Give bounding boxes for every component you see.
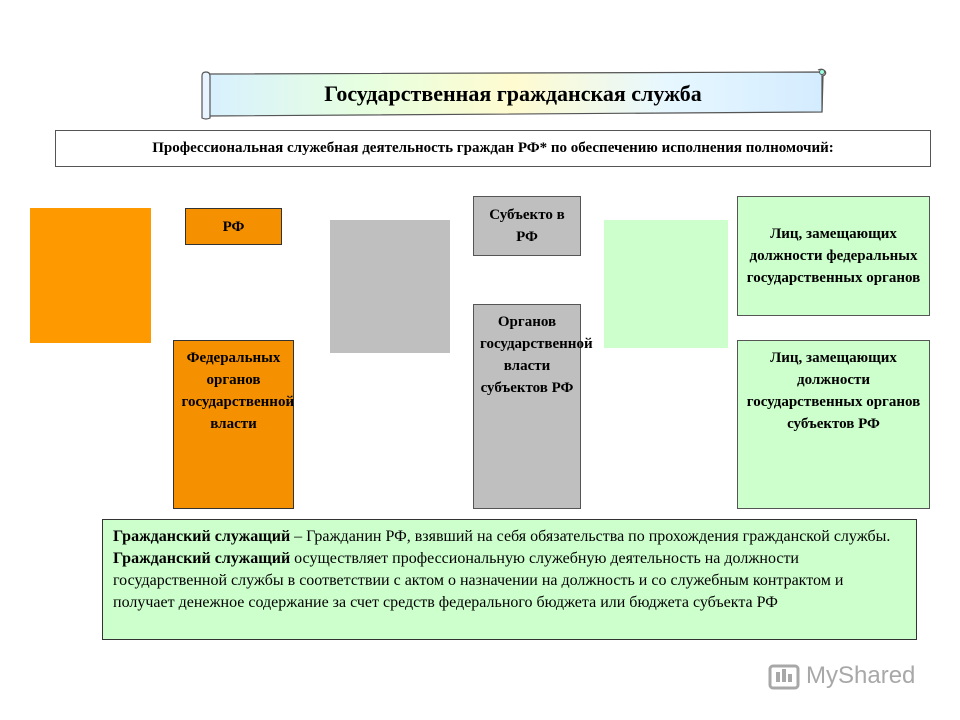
gray-marker-block xyxy=(330,220,450,353)
definition-bar: Профессиональная служебная деятельность граждан РФ* по обеспечению исполнения полномочий: xyxy=(55,130,931,167)
green-marker-block xyxy=(604,220,728,348)
watermark-text: MyShared xyxy=(806,662,916,689)
subject-persons-box xyxy=(737,340,930,509)
civil-servant-text-2: осуществляет профессиональную служебную деятельность на должности государственной службы в соответствии с актом о назначении на должность и со служебным контрактом и получает денежное содержание за счет средств федерального бюджета или бюджета субъекта РФ xyxy=(113,550,844,611)
civil-servant-definition xyxy=(102,519,917,640)
subject-organs-box xyxy=(473,304,593,509)
civil-servant-term-2: Гражданский служащий xyxy=(113,550,291,567)
civil-servant-text-1: – Гражданин РФ, взявший на себя обязательства по прохождения гражданской службы. xyxy=(290,528,891,545)
federal-organs-text: Федеральных органов государственной власти xyxy=(181,350,295,432)
title-banner xyxy=(198,68,828,120)
federal-persons-text: Лиц, замещающих должности федеральных государственных органов xyxy=(746,226,921,286)
rf-label-box: РФ xyxy=(185,208,282,245)
federal-persons-box xyxy=(737,196,930,316)
subject-organs-text: Органов государственной власти субъектов РФ xyxy=(480,314,593,396)
myshared-logo-icon xyxy=(768,660,800,692)
orange-marker-block xyxy=(30,208,151,343)
watermark xyxy=(768,656,938,696)
page-title: Государственная гражданская служба xyxy=(324,81,702,106)
civil-servant-term: Гражданский служащий xyxy=(113,528,291,545)
subject-label-text: Субъекто в РФ xyxy=(489,207,565,245)
federal-organs-box xyxy=(173,340,294,509)
subject-label-box xyxy=(473,196,581,256)
subject-persons-text: Лиц, замещающих должности государственных органов субъектов РФ xyxy=(746,350,921,432)
